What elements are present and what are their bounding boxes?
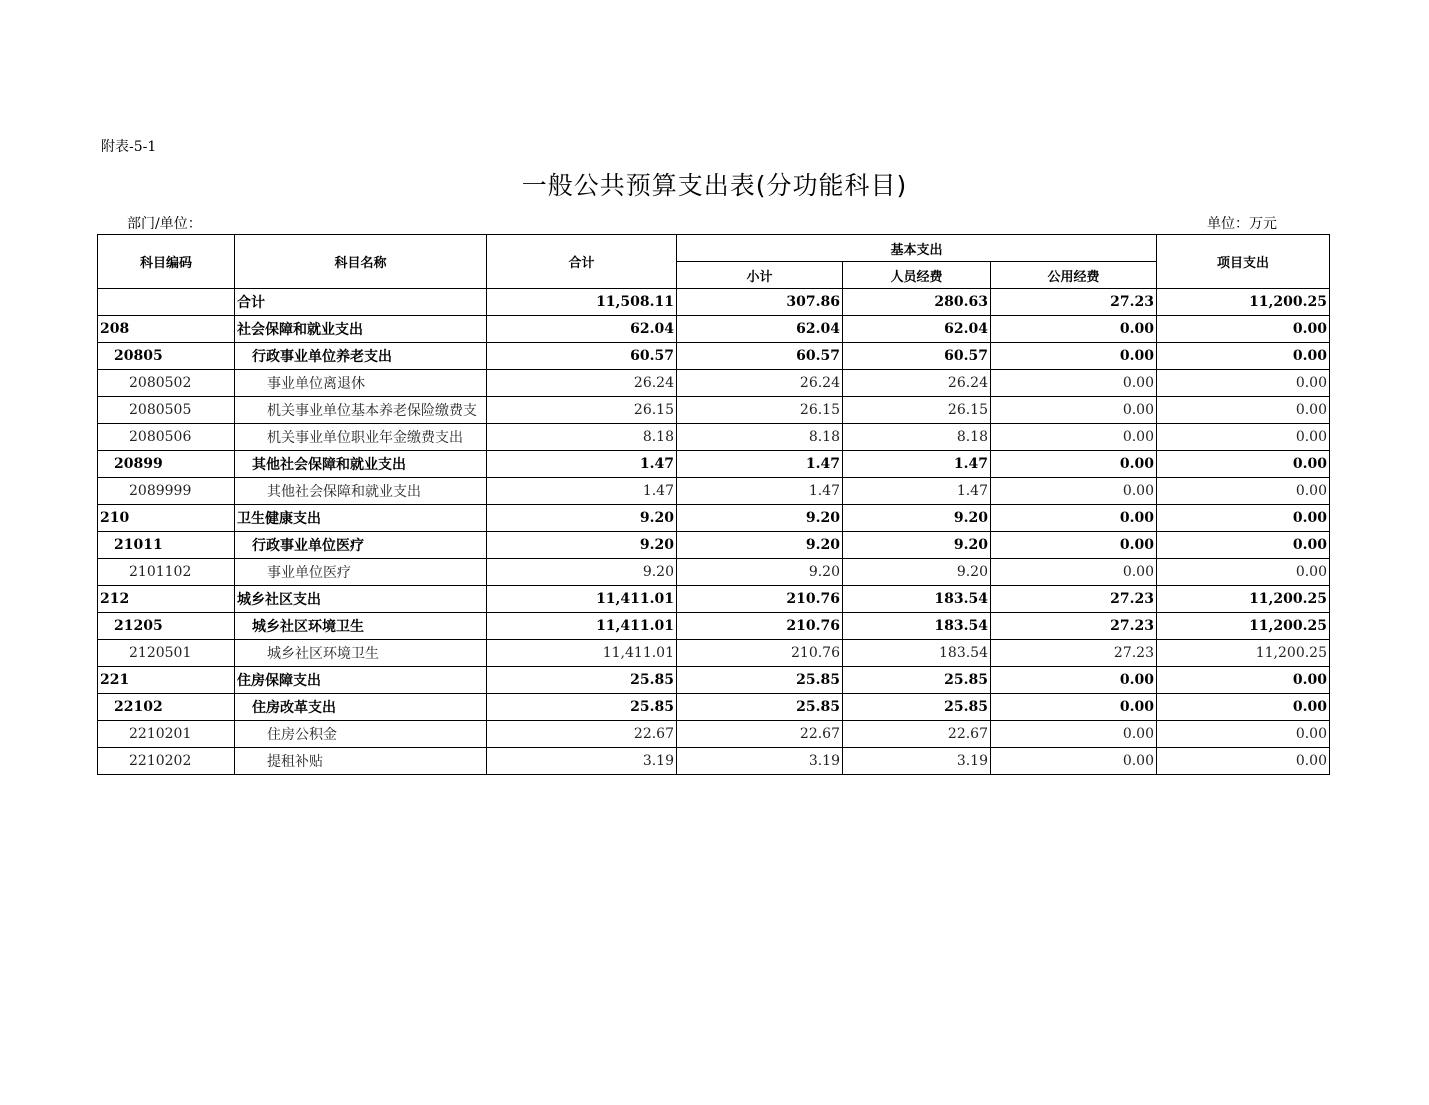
row-project: 0.00 xyxy=(1157,694,1330,721)
row-total: 9.20 xyxy=(487,532,677,559)
page-title: 一般公共预算支出表(分功能科目) xyxy=(521,171,908,200)
row-subtotal: 60.57 xyxy=(677,343,843,370)
row-name: 卫生健康支出 xyxy=(235,505,487,532)
row-subtotal: 3.19 xyxy=(677,748,843,775)
row-public: 27.23 xyxy=(991,640,1157,667)
row-code: 20899 xyxy=(98,451,235,478)
row-personnel: 9.20 xyxy=(843,505,991,532)
table-row xyxy=(98,667,1330,694)
row-project: 11,200.25 xyxy=(1157,613,1330,640)
row-subtotal: 26.15 xyxy=(677,397,843,424)
unit-label: 单位：万元 xyxy=(1207,216,1277,232)
row-personnel: 183.54 xyxy=(843,586,991,613)
header-personnel: 人员经费 xyxy=(843,262,991,289)
budget-table xyxy=(97,234,1330,775)
row-project: 0.00 xyxy=(1157,451,1330,478)
row-name: 事业单位离退休 xyxy=(235,370,487,397)
row-public: 0.00 xyxy=(991,667,1157,694)
row-total: 25.85 xyxy=(487,694,677,721)
row-total: 9.20 xyxy=(487,505,677,532)
table-row xyxy=(98,532,1330,559)
row-personnel: 26.24 xyxy=(843,370,991,397)
header-name: 科目名称 xyxy=(235,235,487,289)
row-code: 2080505 xyxy=(98,397,235,424)
row-name: 其他社会保障和就业支出 xyxy=(235,478,487,505)
row-personnel: 280.63 xyxy=(843,289,991,316)
row-total: 1.47 xyxy=(487,451,677,478)
row-personnel: 8.18 xyxy=(843,424,991,451)
row-personnel: 183.54 xyxy=(843,640,991,667)
row-subtotal: 26.24 xyxy=(677,370,843,397)
row-total: 26.15 xyxy=(487,397,677,424)
header-code: 科目编码 xyxy=(98,235,235,289)
row-public: 0.00 xyxy=(991,424,1157,451)
row-name: 机关事业单位基本养老保险缴费支 xyxy=(235,397,487,424)
row-public: 0.00 xyxy=(991,343,1157,370)
row-name: 住房改革支出 xyxy=(235,694,487,721)
row-code: 208 xyxy=(98,316,235,343)
row-project: 0.00 xyxy=(1157,343,1330,370)
row-total: 22.67 xyxy=(487,721,677,748)
row-public: 0.00 xyxy=(991,505,1157,532)
row-public: 0.00 xyxy=(991,559,1157,586)
row-personnel: 9.20 xyxy=(843,559,991,586)
table-row xyxy=(98,343,1330,370)
row-total: 8.18 xyxy=(487,424,677,451)
table-row xyxy=(98,370,1330,397)
row-project: 11,200.25 xyxy=(1157,586,1330,613)
row-personnel: 183.54 xyxy=(843,613,991,640)
row-personnel: 26.15 xyxy=(843,397,991,424)
row-subtotal: 9.20 xyxy=(677,532,843,559)
table-row xyxy=(98,613,1330,640)
row-name: 行政事业单位医疗 xyxy=(235,532,487,559)
row-code: 21205 xyxy=(98,613,235,640)
row-project: 0.00 xyxy=(1157,748,1330,775)
row-total: 9.20 xyxy=(487,559,677,586)
row-code: 2210201 xyxy=(98,721,235,748)
row-subtotal: 1.47 xyxy=(677,478,843,505)
row-public: 27.23 xyxy=(991,289,1157,316)
row-project: 0.00 xyxy=(1157,667,1330,694)
row-subtotal: 22.67 xyxy=(677,721,843,748)
row-subtotal: 8.18 xyxy=(677,424,843,451)
row-project: 0.00 xyxy=(1157,424,1330,451)
header-total: 合计 xyxy=(487,235,677,289)
row-project: 0.00 xyxy=(1157,397,1330,424)
row-subtotal: 9.20 xyxy=(677,505,843,532)
row-public: 27.23 xyxy=(991,586,1157,613)
table-row xyxy=(98,694,1330,721)
table-row xyxy=(98,748,1330,775)
row-name: 城乡社区支出 xyxy=(235,586,487,613)
row-subtotal: 25.85 xyxy=(677,667,843,694)
table-row xyxy=(98,586,1330,613)
row-project: 11,200.25 xyxy=(1157,289,1330,316)
row-public: 0.00 xyxy=(991,370,1157,397)
row-subtotal: 1.47 xyxy=(677,451,843,478)
row-project: 0.00 xyxy=(1157,721,1330,748)
row-name: 行政事业单位养老支出 xyxy=(235,343,487,370)
row-personnel: 60.57 xyxy=(843,343,991,370)
row-subtotal: 9.20 xyxy=(677,559,843,586)
row-name: 机关事业单位职业年金缴费支出 xyxy=(235,424,487,451)
header-subtotal: 小计 xyxy=(677,262,843,289)
row-name: 社会保障和就业支出 xyxy=(235,316,487,343)
table-row xyxy=(98,640,1330,667)
row-personnel: 1.47 xyxy=(843,478,991,505)
row-public: 0.00 xyxy=(991,397,1157,424)
row-public: 0.00 xyxy=(991,748,1157,775)
table-row xyxy=(98,397,1330,424)
row-personnel: 25.85 xyxy=(843,667,991,694)
row-name: 合计 xyxy=(235,289,487,316)
row-public: 0.00 xyxy=(991,451,1157,478)
attachment-label: 附表-5-1 xyxy=(101,139,157,155)
row-project: 0.00 xyxy=(1157,532,1330,559)
row-code: 22102 xyxy=(98,694,235,721)
row-name: 城乡社区环境卫生 xyxy=(235,640,487,667)
row-code: 2101102 xyxy=(98,559,235,586)
table-row xyxy=(98,721,1330,748)
row-name: 其他社会保障和就业支出 xyxy=(235,451,487,478)
row-project: 0.00 xyxy=(1157,478,1330,505)
row-personnel: 9.20 xyxy=(843,532,991,559)
row-code: 2210202 xyxy=(98,748,235,775)
row-subtotal: 307.86 xyxy=(677,289,843,316)
row-code: 221 xyxy=(98,667,235,694)
table-row xyxy=(98,424,1330,451)
row-name: 城乡社区环境卫生 xyxy=(235,613,487,640)
row-name: 住房公积金 xyxy=(235,721,487,748)
row-project: 0.00 xyxy=(1157,505,1330,532)
row-total: 60.57 xyxy=(487,343,677,370)
header-basic: 基本支出 xyxy=(677,235,1157,262)
row-name: 事业单位医疗 xyxy=(235,559,487,586)
row-public: 0.00 xyxy=(991,532,1157,559)
row-subtotal: 210.76 xyxy=(677,640,843,667)
row-subtotal: 62.04 xyxy=(677,316,843,343)
row-code: 2089999 xyxy=(98,478,235,505)
table-row xyxy=(98,289,1330,316)
table-row xyxy=(98,505,1330,532)
row-total: 1.47 xyxy=(487,478,677,505)
row-name: 提租补贴 xyxy=(235,748,487,775)
table-row xyxy=(98,451,1330,478)
row-subtotal: 210.76 xyxy=(677,586,843,613)
row-total: 11,508.11 xyxy=(487,289,677,316)
row-personnel: 22.67 xyxy=(843,721,991,748)
row-project: 0.00 xyxy=(1157,316,1330,343)
row-personnel: 3.19 xyxy=(843,748,991,775)
row-project: 11,200.25 xyxy=(1157,640,1330,667)
department-label: 部门/单位： xyxy=(127,216,202,232)
table-body xyxy=(98,289,1330,775)
row-code: 212 xyxy=(98,586,235,613)
row-code: 2080506 xyxy=(98,424,235,451)
row-public: 27.23 xyxy=(991,613,1157,640)
row-personnel: 25.85 xyxy=(843,694,991,721)
row-project: 0.00 xyxy=(1157,559,1330,586)
row-total: 62.04 xyxy=(487,316,677,343)
row-subtotal: 25.85 xyxy=(677,694,843,721)
row-public: 0.00 xyxy=(991,478,1157,505)
row-total: 11,411.01 xyxy=(487,640,677,667)
row-code: 2120501 xyxy=(98,640,235,667)
table-row xyxy=(98,316,1330,343)
table-row xyxy=(98,478,1330,505)
row-code: 20805 xyxy=(98,343,235,370)
row-code: 210 xyxy=(98,505,235,532)
header-public: 公用经费 xyxy=(991,262,1157,289)
row-total: 3.19 xyxy=(487,748,677,775)
row-public: 0.00 xyxy=(991,721,1157,748)
row-name: 住房保障支出 xyxy=(235,667,487,694)
row-total: 11,411.01 xyxy=(487,586,677,613)
row-code: 2080502 xyxy=(98,370,235,397)
row-personnel: 62.04 xyxy=(843,316,991,343)
row-public: 0.00 xyxy=(991,316,1157,343)
row-total: 11,411.01 xyxy=(487,613,677,640)
row-code: 21011 xyxy=(98,532,235,559)
row-total: 25.85 xyxy=(487,667,677,694)
row-total: 26.24 xyxy=(487,370,677,397)
header-project: 项目支出 xyxy=(1157,235,1330,289)
row-code xyxy=(98,289,235,316)
row-project: 0.00 xyxy=(1157,370,1330,397)
row-public: 0.00 xyxy=(991,694,1157,721)
row-personnel: 1.47 xyxy=(843,451,991,478)
table-row xyxy=(98,559,1330,586)
row-subtotal: 210.76 xyxy=(677,613,843,640)
